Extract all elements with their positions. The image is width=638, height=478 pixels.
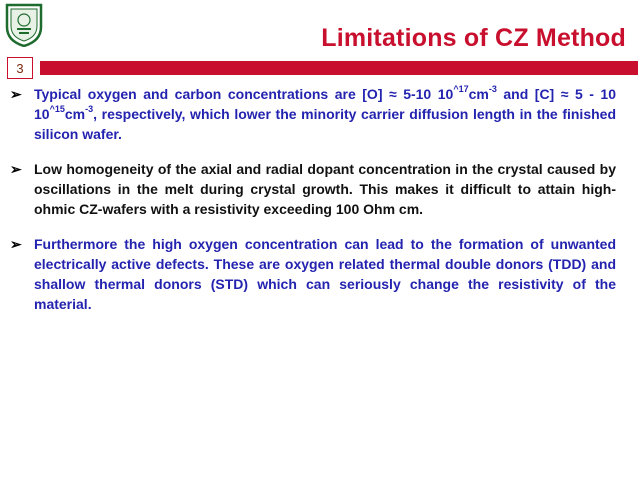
arrow-bullet-icon: ➢ (10, 86, 22, 102)
bullet-text: Low homogeneity of the axial and radial dopant concentration in the crystal caused by oscillations in the melt during crystal growth. This makes it difficult to attain high-ohmic CZ-wafers with a resistivity exceeding 100 Ohm cm. (34, 161, 616, 217)
slide-number: 3 (7, 57, 33, 79)
header-accent-bar (40, 61, 638, 75)
bullet-oxygen-carbon-concentration (10, 84, 616, 144)
bullet-oxygen-defects (10, 234, 616, 314)
bullet-dopant-homogeneity (10, 159, 616, 219)
bullet-text: Furthermore the high oxygen concentration can lead to the formation of unwanted electrically active defects. These are oxygen related thermal double donors (TDD) and shallow thermal donors (STD) which can seriously change the resistivity of the material. (34, 236, 616, 312)
page-title: Limitations of CZ Method (321, 24, 626, 52)
bullet-list (10, 84, 616, 327)
arrow-bullet-icon: ➢ (10, 236, 22, 252)
bullet-text: Typical oxygen and carbon concentrations are [O] ≈ 5-10 $10^{\^{}17}cm^{-3}$ and [C] ≈ 5 - 10 $10^{\^{}15}cm^{-3}$, respectively, which lower the minority carrier diffusion length in the finished silicon wafer. (34, 84, 617, 142)
university-shield-logo (4, 3, 44, 47)
arrow-bullet-icon: ➢ (10, 161, 22, 177)
